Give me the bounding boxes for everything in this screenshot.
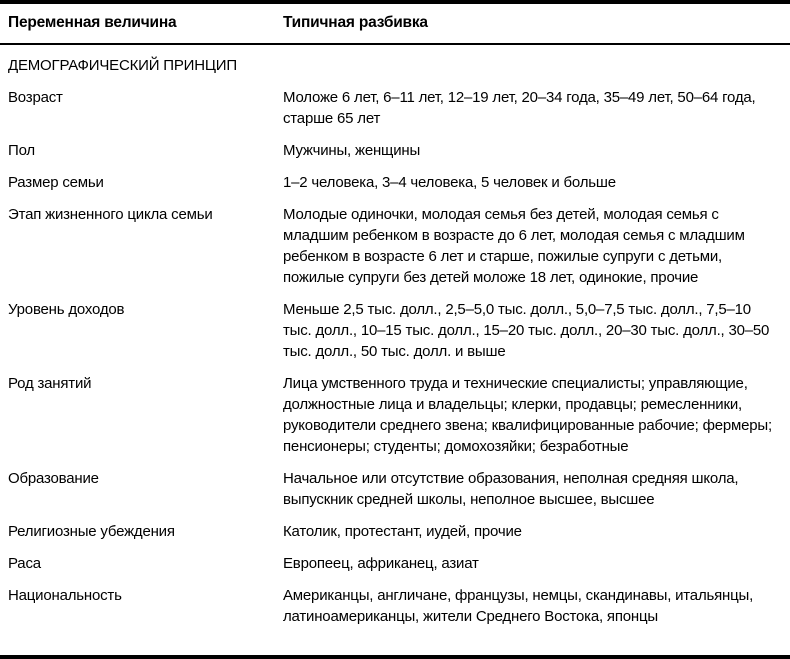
table-row bbox=[0, 81, 790, 134]
table-row bbox=[0, 579, 790, 632]
table-row bbox=[0, 198, 790, 293]
variable-cell: Этап жизненного цикла семьи bbox=[8, 205, 213, 223]
table-row bbox=[0, 547, 790, 579]
variable-cell: Национальность bbox=[8, 586, 122, 604]
variable-cell: Уровень доходов bbox=[8, 300, 125, 318]
table-row bbox=[0, 462, 790, 515]
breakdown-cell: Молодые одиночки, молодая семья без детей, молодая семья с младшим ребенком в возрасте до 6 лет, молодая семья с младшим ребенком в возрасте 6 лет и старше, пожилые супруги с детьми, пожилые супруги без детей моложе 18 лет, одинокие, прочие bbox=[283, 205, 745, 286]
breakdown-cell: Американцы, англичане, французы, немцы, скандинавы, итальянцы, латиноамериканцы, жители Среднего Востока, японцы bbox=[283, 586, 754, 625]
breakdown-cell: Моложе 6 лет, 6–11 лет, 12–19 лет, 20–34 года, 35–49 лет, 50–64 года, старше 65 лет bbox=[283, 88, 756, 127]
breakdown-cell: Лица умственного труда и технические специалисты; управляющие, должностные лица и владельцы; клерки, продавцы; ремесленники, руководители среднего звена; квалифицированные рабочие; фермеры; пенсионеры; студенты; домохозяйки; безработные bbox=[283, 374, 772, 455]
column-header-variable: Переменная величина bbox=[8, 14, 177, 31]
variable-cell: Пол bbox=[8, 141, 35, 159]
section-row bbox=[0, 45, 790, 81]
breakdown-cell: Католик, протестант, иудей, прочие bbox=[283, 522, 522, 540]
variable-cell: Раса bbox=[8, 554, 41, 572]
table-row bbox=[0, 134, 790, 166]
column-header-breakdown: Типичная разбивка bbox=[283, 14, 428, 31]
table-row bbox=[0, 293, 790, 367]
variable-cell: Возраст bbox=[8, 88, 63, 106]
breakdown-cell: 1–2 человека, 3–4 человека, 5 человек и больше bbox=[283, 173, 616, 191]
breakdown-cell: Мужчины, женщины bbox=[283, 141, 421, 159]
variable-cell: Род занятий bbox=[8, 374, 92, 392]
table-header-row bbox=[0, 4, 790, 45]
breakdown-cell: Начальное или отсутствие образования, неполная средняя школа, выпускник средней школы, неполное высшее, высшее bbox=[283, 469, 739, 508]
section-header: ДЕМОГРАФИЧЕСКИЙ ПРИНЦИП bbox=[8, 57, 237, 74]
breakdown-cell: Меньше 2,5 тыс. долл., 2,5–5,0 тыс. долл., 5,0–7,5 тыс. долл., 7,5–10 тыс. долл., 10–15 тыс. долл., 15–20 тыс. долл., 20–30 тыс. долл., 30–50 тыс. долл., 50 тыс. долл. и выше bbox=[283, 300, 770, 360]
table-row bbox=[0, 166, 790, 198]
variable-cell: Религиозные убеждения bbox=[8, 522, 175, 540]
table-row bbox=[0, 515, 790, 547]
table-row bbox=[0, 367, 790, 462]
variable-cell: Образование bbox=[8, 469, 99, 487]
breakdown-cell: Европеец, африканец, азиат bbox=[283, 554, 479, 572]
variable-cell: Размер семьи bbox=[8, 173, 104, 191]
